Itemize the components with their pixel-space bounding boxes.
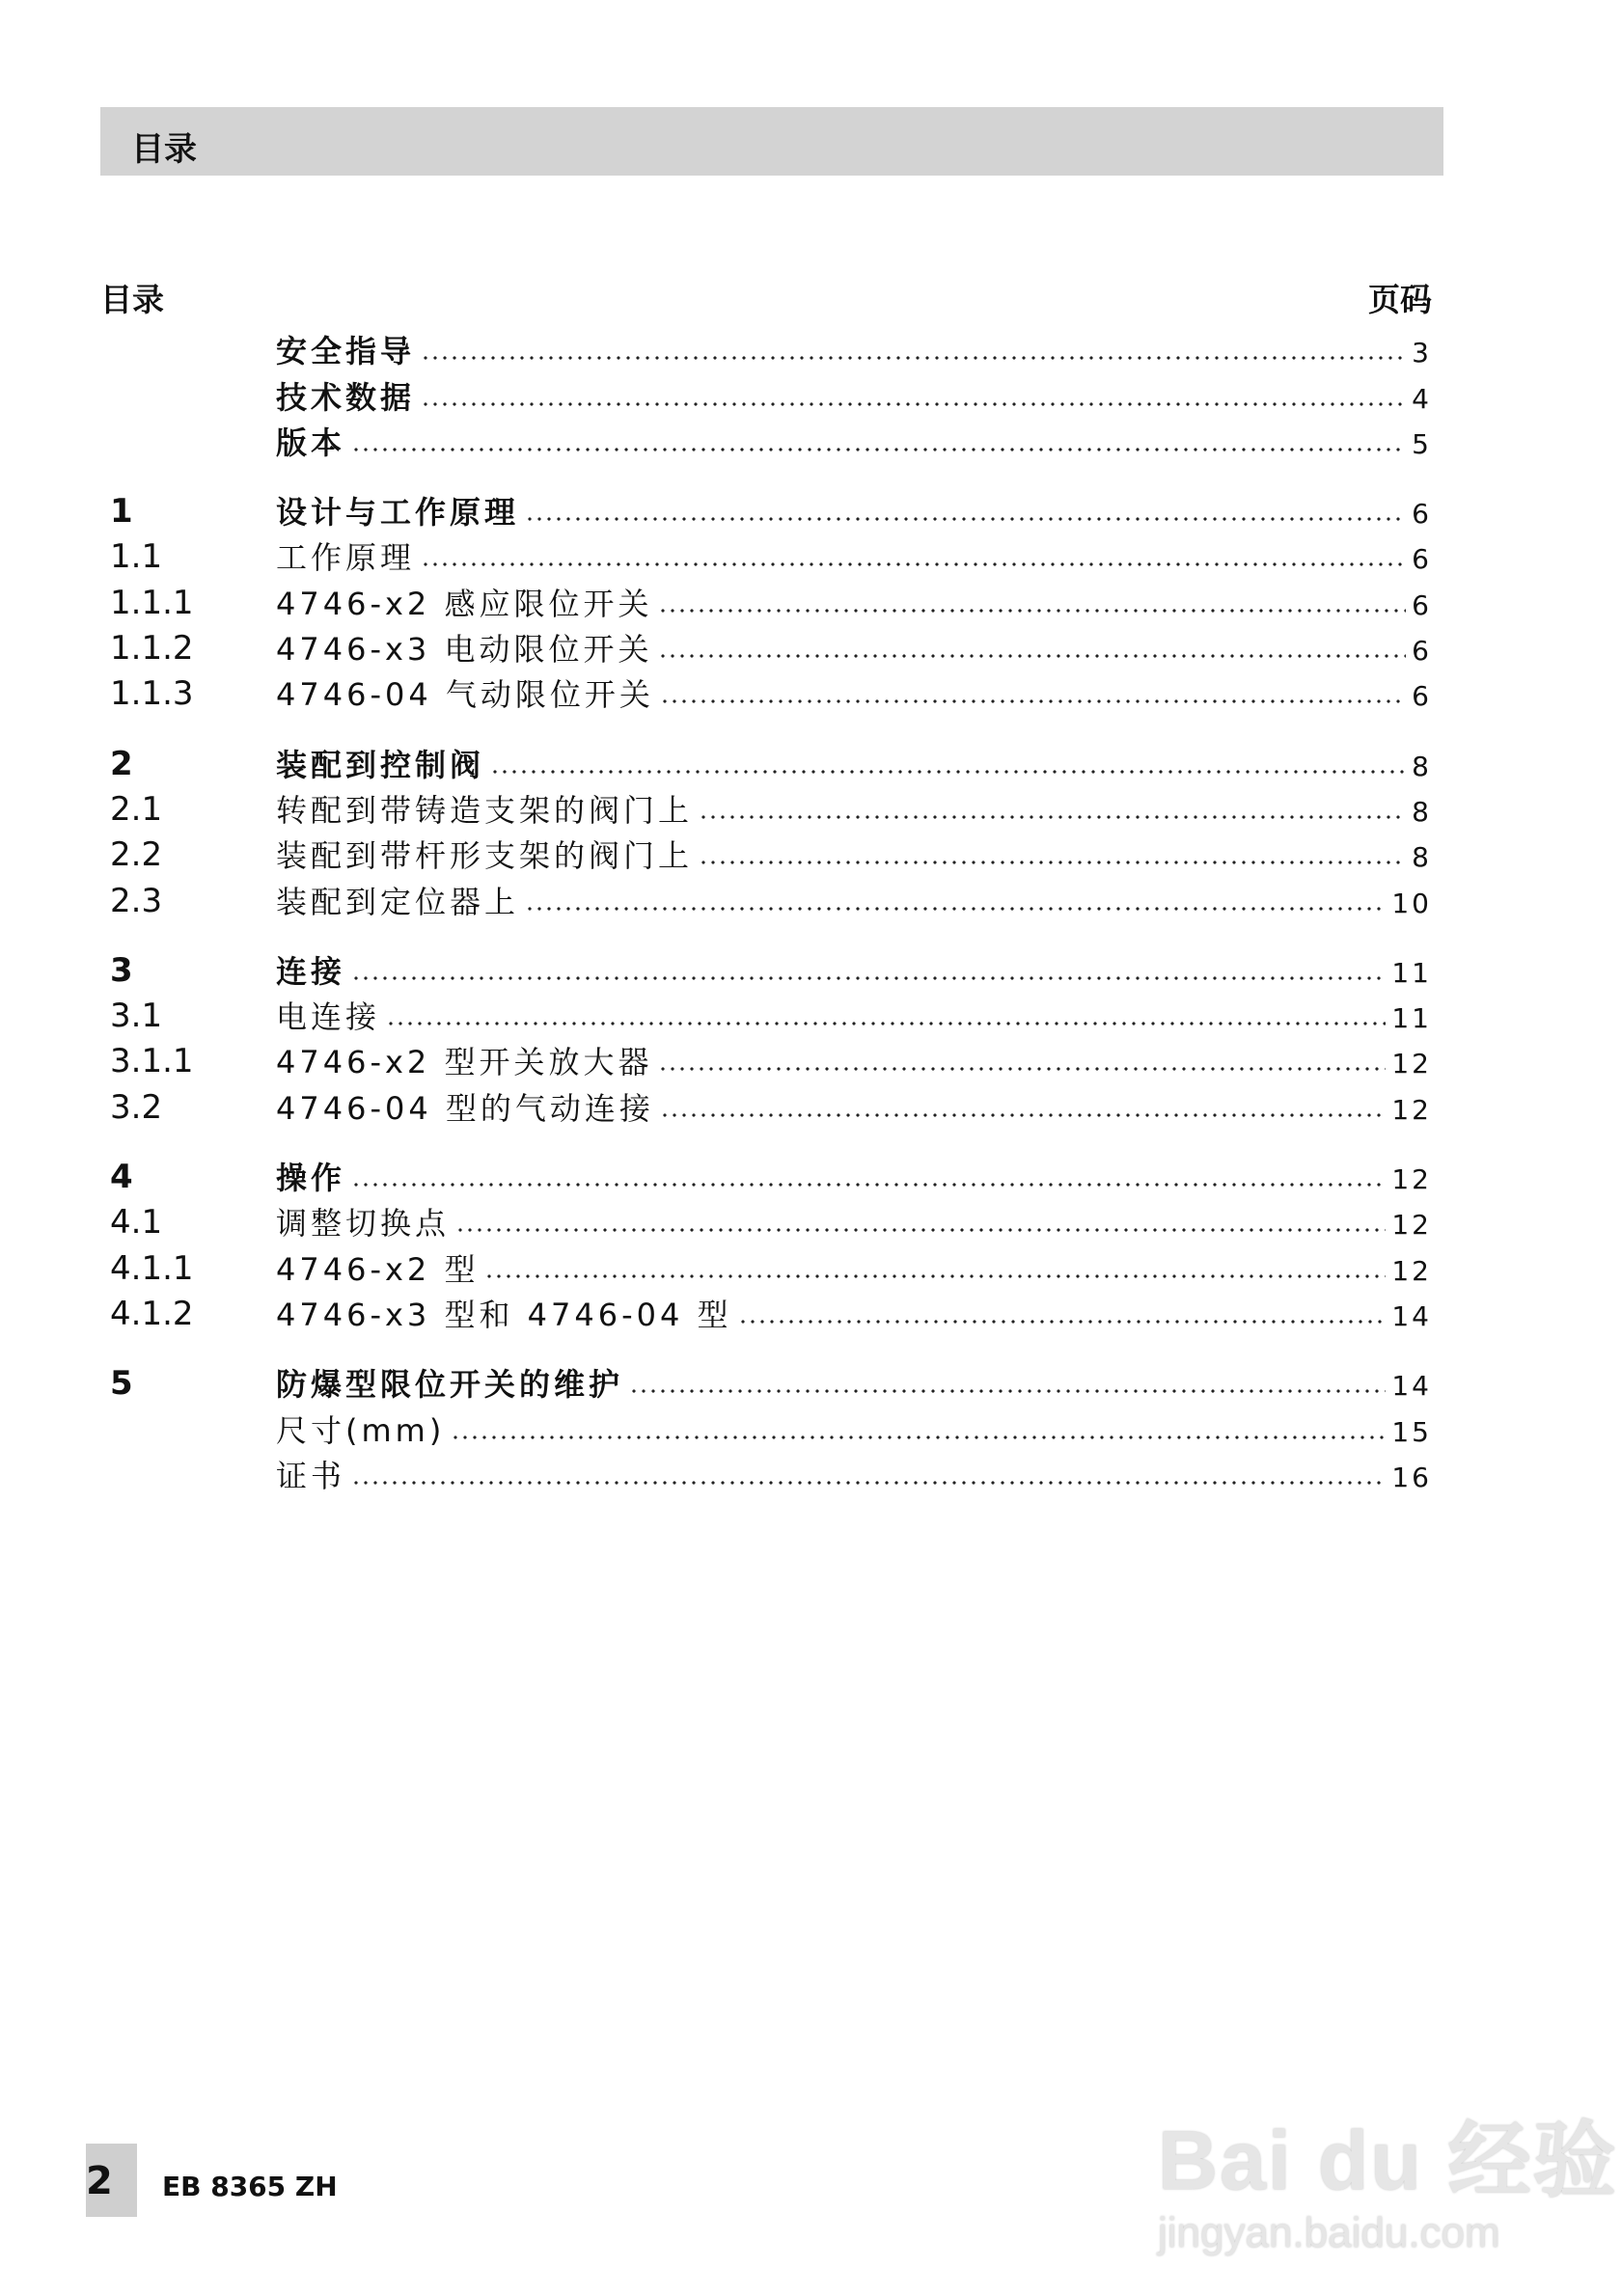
dot-leader (658, 1066, 1386, 1072)
dot-leader (421, 561, 1406, 567)
toc-entry[interactable] (110, 734, 1432, 783)
toc-entry-page: 12 (1391, 1254, 1432, 1287)
toc-entry[interactable] (110, 1400, 1432, 1449)
toc-entry-page: 12 (1391, 1048, 1432, 1080)
toc-entry[interactable] (110, 528, 1432, 577)
watermark (1158, 2093, 1618, 2257)
toc-entry-title: 安全指导 (276, 333, 416, 370)
watermark-url: jingyan.baidu.com (1158, 2209, 1500, 2256)
toc-entry-number: 3.1.1 (110, 1042, 194, 1081)
toc-entry-number: 4.1.1 (110, 1248, 194, 1288)
dot-leader (738, 1319, 1387, 1325)
toc-header-contents: 目录 (100, 281, 164, 318)
dot-leader (484, 1273, 1386, 1279)
dot-leader (351, 447, 1406, 452)
toc-entry-page: 15 (1391, 1415, 1432, 1448)
toc-header (100, 275, 1432, 317)
dot-leader (660, 698, 1406, 704)
toc-entry-page: 10 (1391, 887, 1432, 919)
section-title: 目录 (131, 130, 197, 169)
toc-entry-number: 3 (110, 950, 133, 990)
toc-entry-number: 1.1.2 (110, 629, 194, 669)
toc-entry-page: 8 (1412, 795, 1432, 828)
toc-entry[interactable] (110, 826, 1432, 875)
dot-leader (699, 860, 1406, 865)
toc-entry-title: 4746-x3 电动限位开关 (276, 631, 653, 669)
toc-entry[interactable] (110, 665, 1432, 714)
dot-leader (658, 608, 1406, 614)
toc-entry-title: 电连接 (276, 998, 381, 1036)
toc-entry-title: 工作原理 (276, 539, 416, 577)
toc-entry-number: 4.1.2 (110, 1294, 194, 1333)
toc-entry-title: 4746-x2 型开关放大器 (276, 1044, 653, 1081)
toc-entry-title: 4746-x3 型和 4746-04 型 (276, 1296, 732, 1333)
toc-entry-number: 2.1 (110, 789, 163, 829)
toc-entry-number: 4.1 (110, 1203, 163, 1243)
toc-entry-title: 设计与工作原理 (276, 494, 520, 532)
page-number: 2 (86, 2159, 113, 2203)
toc-entry-number: 1.1.3 (110, 674, 194, 714)
toc-entry-page: 6 (1412, 588, 1432, 621)
toc-entry-number: 2.3 (110, 881, 163, 920)
toc-entry-number: 5 (110, 1364, 133, 1404)
toc-entry-page: 8 (1412, 841, 1432, 874)
toc-entry[interactable] (110, 1078, 1432, 1127)
toc-entry[interactable] (110, 1148, 1432, 1197)
toc-entry[interactable] (110, 619, 1432, 669)
toc-entry-page: 4 (1412, 382, 1432, 415)
toc-entry[interactable] (110, 573, 1432, 622)
toc-entry[interactable] (110, 1239, 1432, 1288)
toc-entry-page: 11 (1391, 956, 1432, 989)
toc-entry-page: 12 (1391, 1163, 1432, 1196)
toc-entry-title: 装配到定位器上 (276, 883, 520, 920)
toc-entry-number: 1.1 (110, 537, 163, 577)
dot-leader (658, 653, 1406, 659)
dot-leader (629, 1388, 1386, 1394)
toc-entry-title: 装配到带杆形支架的阀门上 (276, 837, 694, 875)
toc-entry-title: 装配到控制阀 (276, 746, 485, 783)
dot-leader (351, 975, 1386, 981)
toc-entry[interactable] (110, 1446, 1432, 1494)
toc-entry-number: 3.1 (110, 997, 163, 1036)
toc-entry-page: 6 (1412, 543, 1432, 576)
toc-entry-page: 11 (1391, 1002, 1432, 1035)
dot-leader (386, 1021, 1386, 1026)
toc-entry-title: 技术数据 (276, 378, 416, 416)
dot-leader (451, 1435, 1386, 1440)
toc-entry[interactable] (110, 413, 1432, 461)
toc-entry-page: 12 (1391, 1209, 1432, 1242)
toc-entry-title: 4746-x2 感应限位开关 (276, 585, 653, 622)
toc-entry-page: 14 (1391, 1370, 1432, 1403)
toc-entry-title: 连接 (276, 952, 346, 990)
dot-leader (421, 355, 1406, 361)
dot-leader (660, 1112, 1386, 1118)
toc-entry-page: 8 (1412, 750, 1432, 782)
toc-entry-title: 4746-x2 型 (276, 1250, 480, 1288)
toc-entry-title: 证书 (276, 1457, 346, 1494)
toc-entry-page: 14 (1391, 1299, 1432, 1332)
toc-entry-title: 防爆型限位开关的维护 (276, 1366, 624, 1404)
toc-entry[interactable] (110, 780, 1432, 829)
toc-entry[interactable] (110, 987, 1432, 1036)
dot-leader (525, 516, 1406, 522)
toc-entry-page: 6 (1412, 680, 1432, 713)
table-of-contents (110, 321, 1432, 1494)
toc-entry-page: 3 (1412, 337, 1432, 369)
toc-header-page: 页码 (1368, 281, 1432, 318)
toc-entry-page: 5 (1412, 427, 1432, 460)
toc-entry[interactable] (110, 1032, 1432, 1081)
document-id: EB 8365 ZH (162, 2171, 338, 2202)
toc-entry-number: 1 (110, 492, 133, 532)
toc-entry-number: 1.1.1 (110, 583, 194, 622)
toc-entry-page: 12 (1391, 1093, 1432, 1126)
toc-entry[interactable] (110, 1354, 1432, 1404)
toc-entry[interactable] (110, 482, 1432, 532)
toc-entry-number: 3.2 (110, 1087, 163, 1127)
dot-leader (351, 1182, 1386, 1188)
toc-entry-page: 16 (1391, 1461, 1432, 1493)
toc-entry-title: 转配到带铸造支架的阀门上 (276, 791, 694, 829)
toc-entry[interactable] (110, 871, 1432, 920)
toc-entry-page: 6 (1412, 635, 1432, 668)
toc-entry-title: 操作 (276, 1160, 346, 1197)
dot-leader (455, 1227, 1386, 1233)
toc-entry[interactable] (110, 321, 1432, 370)
toc-entry-number: 2 (110, 744, 133, 783)
toc-entry-page: 6 (1412, 498, 1432, 531)
toc-entry-title: 4746-04 型的气动连接 (276, 1089, 654, 1127)
toc-entry-number: 2.2 (110, 835, 163, 875)
section-header-bar (100, 107, 1443, 176)
toc-entry-number: 4 (110, 1158, 133, 1197)
toc-entry[interactable] (110, 1193, 1432, 1243)
dot-leader (490, 769, 1406, 775)
toc-entry[interactable] (110, 942, 1432, 990)
watermark-logo: Bai du 经验 (1158, 2115, 1618, 2207)
dot-leader (699, 814, 1406, 820)
dot-leader (525, 906, 1386, 912)
toc-entry-title: 尺寸(mm) (276, 1411, 446, 1449)
toc-entry[interactable] (110, 1285, 1432, 1333)
toc-entry-title: 4746-04 气动限位开关 (276, 676, 654, 714)
toc-entry-title: 版本 (276, 424, 346, 461)
toc-entry-title: 调整切换点 (276, 1205, 451, 1243)
dot-leader (421, 401, 1406, 407)
dot-leader (351, 1480, 1386, 1486)
toc-entry[interactable] (110, 367, 1432, 416)
